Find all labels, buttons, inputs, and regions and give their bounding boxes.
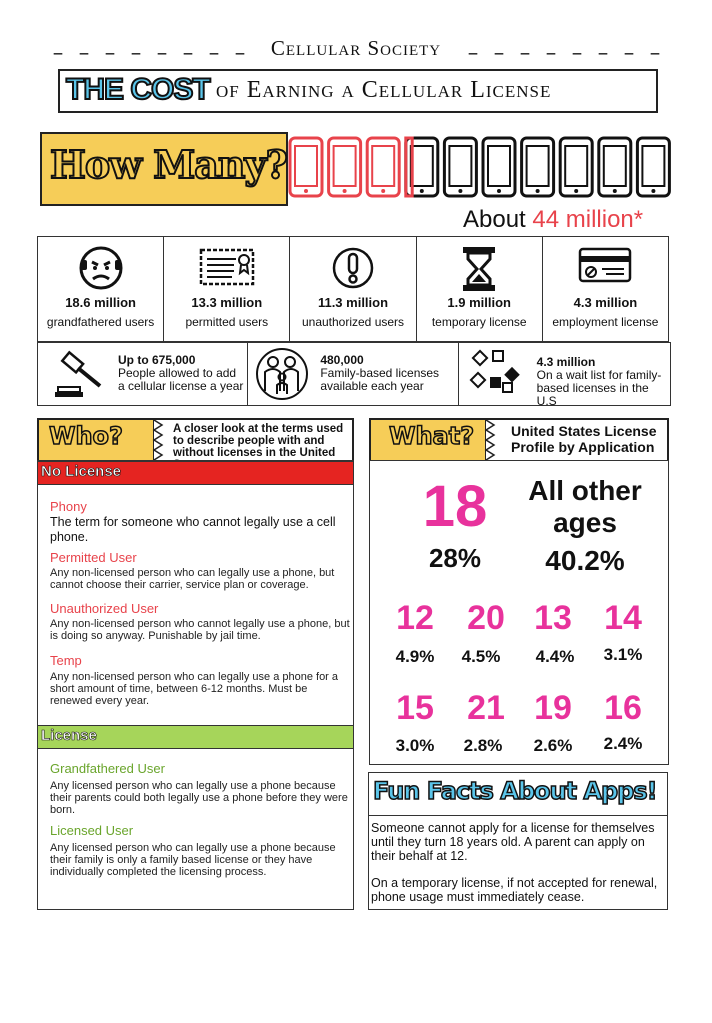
- phone-icon: [637, 138, 669, 196]
- age-13: 13: [534, 599, 572, 637]
- stat-label: unauthorized users: [301, 315, 405, 329]
- zigzag-divider: [152, 420, 168, 460]
- certificate-icon: [198, 245, 256, 289]
- definition-phony: The term for someone who cannot legally use a cell phone.: [50, 515, 336, 544]
- phone-icon: [560, 138, 592, 196]
- stat-label: Family-based licenses available each year: [320, 366, 440, 393]
- phone-partial-fill: [406, 138, 412, 196]
- pct-15: 3.0%: [395, 736, 435, 755]
- term-temp: Temp: [50, 653, 82, 668]
- title-highlight: THE COST: [66, 73, 210, 106]
- alert-icon: [330, 245, 376, 291]
- pct-20: 4.5%: [461, 647, 501, 666]
- gavel-icon: [54, 350, 110, 400]
- stat-unauthorized: [290, 237, 416, 341]
- header-dash-left: – – – – – – – –: [52, 43, 248, 66]
- about-prefix: About: [463, 206, 526, 233]
- term-grandfathered-user: Grandfathered User: [50, 761, 165, 776]
- pct-14: 3.1%: [603, 645, 643, 664]
- who-tag: [39, 420, 155, 460]
- stat-family-licenses: [248, 343, 458, 405]
- phone-icon: [367, 138, 399, 196]
- header-dash-right: – – – – – – – –: [467, 43, 663, 66]
- age-all-other-line1: All other: [528, 475, 642, 506]
- phone-icon: [522, 138, 554, 196]
- stat-value: 11.3 million: [317, 295, 389, 310]
- what-header: [369, 418, 669, 460]
- fun-facts-divider: [369, 815, 667, 816]
- how-many-banner: [40, 132, 288, 206]
- fun-fact-1: Someone cannot apply for a license for themselves until they turn 18 years old. A parent can apply on their behalf at 12.: [371, 821, 655, 863]
- stat-label: People allowed to add a cellular license a year: [118, 366, 244, 393]
- age-14: 14: [604, 599, 642, 637]
- stat-value: 4.3 million: [536, 355, 596, 369]
- pct-21: 2.8%: [463, 736, 503, 755]
- no-license-band: [38, 461, 353, 485]
- phone-count-graphic: [286, 132, 672, 202]
- fun-facts-title: Fun Facts About Apps!: [373, 777, 657, 805]
- title-subtitle: of Earning a Cellular License: [216, 77, 552, 103]
- pct-18: 28%: [428, 543, 482, 573]
- definition-grandfathered-user: Any licensed person who can legally use a phone because their parents could both legally use a phone before they were born.: [50, 780, 348, 816]
- queue-icon: [469, 349, 531, 399]
- stat-wait-list: [459, 343, 670, 408]
- age-all-other: [515, 475, 655, 539]
- phone-icon: [290, 138, 322, 196]
- about-total: [463, 206, 643, 234]
- family-icon: [254, 347, 310, 401]
- age-21: 21: [467, 689, 505, 727]
- phone-icon: [483, 138, 515, 196]
- what-description-line1: United States License: [511, 423, 657, 439]
- stat-label: On a wait list for family-based licenses in the U.S: [536, 368, 662, 408]
- license-label: License: [41, 727, 97, 744]
- who-header: [37, 418, 354, 460]
- definition-unauthorized-user: Any non-licensed person who cannot legally use a phone, but is doing so anyway. Punishable by jail time.: [50, 618, 350, 642]
- stat-value: 4.3 million: [573, 295, 638, 310]
- what-description-line2: Profile by Application: [511, 439, 655, 455]
- fun-fact-2: On a temporary license, if not accepted for renewal, phone usage must immediately cease.: [371, 876, 658, 904]
- what-description: [511, 423, 667, 455]
- pct-16: 2.4%: [603, 734, 643, 753]
- stat-value: Up to 675,000: [118, 353, 196, 367]
- term-unauthorized-user: Unauthorized User: [50, 601, 159, 616]
- what-tag-label: What?: [389, 422, 475, 450]
- stats-top-row: [37, 236, 669, 342]
- age-16: 16: [604, 689, 642, 727]
- fun-facts-panel: [368, 772, 668, 910]
- stat-annual-additions: [38, 343, 248, 405]
- stat-value: 13.3 million: [191, 295, 263, 310]
- who-panel: [37, 460, 354, 910]
- term-licensed-user: Licensed User: [50, 823, 134, 838]
- age-20: 20: [467, 599, 505, 637]
- phone-icon: [406, 138, 438, 196]
- page-title: Cellular Society: [270, 36, 442, 60]
- credit-card-icon: [576, 245, 634, 285]
- age-18: 18: [422, 474, 488, 539]
- stat-label: permitted users: [185, 315, 269, 329]
- stat-label: temporary license: [431, 315, 527, 329]
- what-panel: [369, 460, 669, 765]
- pct-19: 2.6%: [533, 736, 573, 755]
- stat-label: employment license: [552, 315, 659, 329]
- license-band: [38, 725, 353, 749]
- age-12: 12: [396, 599, 434, 637]
- phone-icon: [329, 138, 361, 196]
- stats-bottom-row: [37, 342, 671, 406]
- how-many-label: How Many?: [50, 142, 287, 187]
- stat-permitted: [164, 237, 290, 341]
- pct-all-other: 40.2%: [545, 545, 625, 576]
- pct-13: 4.4%: [535, 647, 575, 666]
- phone-icon: [599, 138, 631, 196]
- definition-temp: Any non-licensed person who can legally use a phone for a short amount of time, between 6-12 months. Must be renewed every year.: [50, 671, 339, 707]
- what-tag: [371, 420, 487, 460]
- hourglass-icon: [459, 245, 499, 293]
- age-all-other-line2: ages: [553, 507, 617, 538]
- no-license-label: No License: [41, 463, 122, 480]
- about-value: 44 million*: [532, 206, 644, 233]
- stat-value: 1.9 million: [447, 295, 511, 310]
- phone-icon: [444, 138, 476, 196]
- stat-label: grandfathered users: [46, 315, 155, 329]
- age-19: 19: [534, 689, 572, 727]
- stat-value: 480,000: [320, 353, 364, 367]
- age-15: 15: [396, 689, 434, 727]
- definition-licensed-user: Any licensed person who can legally use a phone because their family is only a family based license or they have individually completed the licensing process.: [50, 842, 336, 878]
- stat-value: 18.6 million: [65, 295, 136, 310]
- stat-employment: [543, 237, 668, 341]
- grumpy-face-icon: [78, 245, 124, 291]
- who-tag-label: Who?: [49, 422, 123, 450]
- term-permitted-user: Permitted User: [50, 550, 137, 565]
- zigzag-divider: [484, 420, 500, 460]
- title-banner: [58, 69, 658, 113]
- stat-temporary: [417, 237, 543, 341]
- who-description: A closer look at the terms used to describe people with and without licenses in the United: [173, 423, 344, 459]
- definition-permitted-user: Any non-licensed person who can legally use a phone, but cannot choose their carrier, service plan or coverage.: [50, 567, 335, 591]
- term-phony: Phony: [50, 499, 87, 514]
- pct-12: 4.9%: [395, 647, 435, 666]
- stat-grandfathered: [38, 237, 164, 341]
